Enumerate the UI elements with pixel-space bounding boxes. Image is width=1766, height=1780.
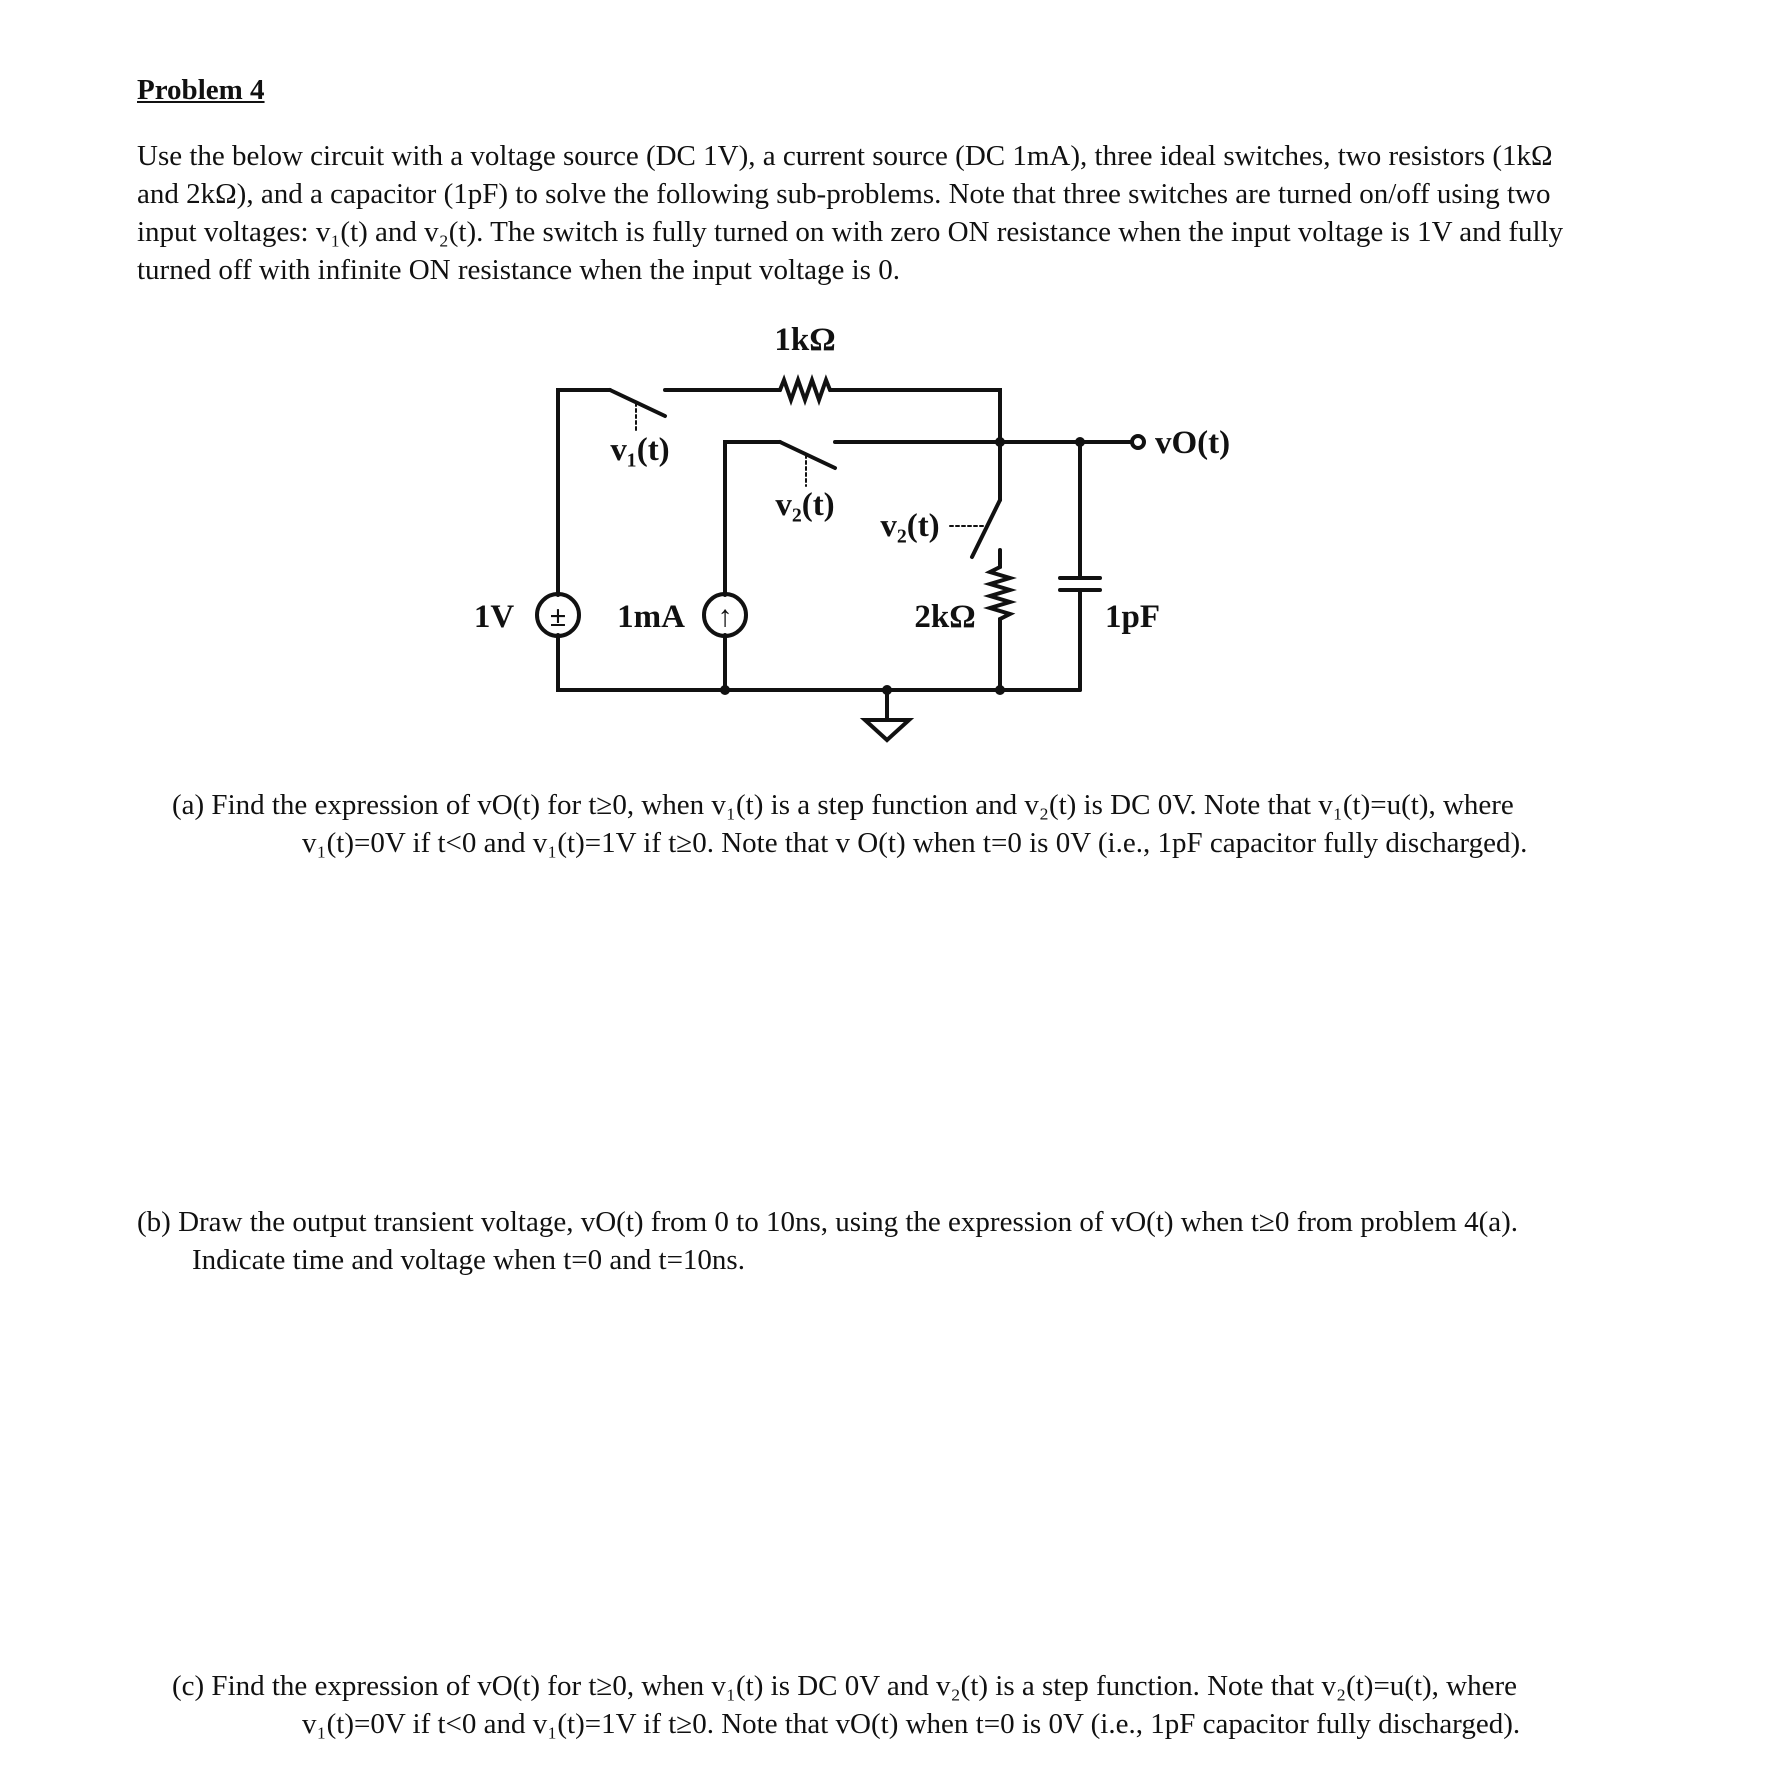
wire-vsource-left <box>558 390 610 595</box>
wire-top-right <box>830 390 1000 443</box>
isource-symbol: ↑ <box>717 600 733 633</box>
circuit-diagram <box>0 310 1766 770</box>
question-c-line1: (c) Find the expression of vO(t) for t≥0, when v₁(t) is DC 0V and v₂(t) is a step function. Note that v₂(t)=u(t), where <box>172 1670 1518 1702</box>
switch-3-blade <box>972 500 1000 557</box>
question-b-line1: (b) Draw the output transient voltage, vO(t) from 0 to 10ns, using the expression of vO(t) when t≥0 from problem 4(a). <box>137 1206 1519 1238</box>
problem-title: Problem 4 <box>137 74 265 106</box>
resistor-2k-label: 2kΩ <box>914 599 976 635</box>
junction-dot <box>995 437 1005 447</box>
output-label: vO(t) <box>1155 425 1231 461</box>
capacitor-label: 1pF <box>1105 599 1161 635</box>
resistor-1k-label: 1kΩ <box>774 322 836 358</box>
isource-label: 1mA <box>617 599 685 635</box>
question-a-line2: v₁(t)=0V if t<0 and v₁(t)=1V if t≥0. Note that v O(t) when t=0 is 0V (i.e., 1pF capacitor fully discharged). <box>302 827 1528 859</box>
resistor-1k <box>780 380 830 400</box>
wire-isource <box>725 442 780 595</box>
junction-dot <box>995 685 1005 695</box>
vsource-symbol: ± <box>549 600 567 633</box>
vsource-label: 1V <box>473 599 515 635</box>
junction-dot <box>720 685 730 695</box>
switch-1-blade <box>610 390 665 416</box>
question-a <box>172 786 1584 862</box>
switch-2-blade <box>780 442 835 468</box>
resistor-2k <box>990 550 1010 690</box>
junction-dot <box>882 685 892 695</box>
ground-icon <box>865 720 909 740</box>
question-a-line1: (a) Find the expression of vO(t) for t≥0, when v₁(t) is a step function and v₂(t) is DC 0V. Note that v₁(t)=u(t), where <box>172 789 1514 821</box>
problem-intro: Use the below circuit with a voltage source (DC 1V), a current source (DC 1mA), three ideal switches, two resistors (1kΩ and 2kΩ), and a capacitor (1pF) to solve the following sub-problems. Note that three switches are turned on/off using two input voltages: v₁(t) and v₂(t). The switch is fully turned on with zero ON resistance when the input voltage is 1V and fully turned off with infinite ON resistance when the input voltage is 0. <box>137 140 1564 286</box>
question-c <box>172 1667 1584 1743</box>
output-terminal <box>1132 436 1144 448</box>
switch-1-label: v₁(t) <box>610 432 670 468</box>
question-b <box>137 1203 1587 1279</box>
question-c-line2: v₁(t)=0V if t<0 and v₁(t)=1V if t≥0. Note that vO(t) when t=0 is 0V (i.e., 1pF capacitor fully discharged). <box>302 1708 1521 1740</box>
question-b-line2: Indicate time and voltage when t=0 and t=10ns. <box>192 1244 745 1276</box>
switch-3-label: v₂(t) <box>880 508 940 544</box>
switch-2-label: v₂(t) <box>775 487 835 523</box>
junction-dot <box>1075 437 1085 447</box>
